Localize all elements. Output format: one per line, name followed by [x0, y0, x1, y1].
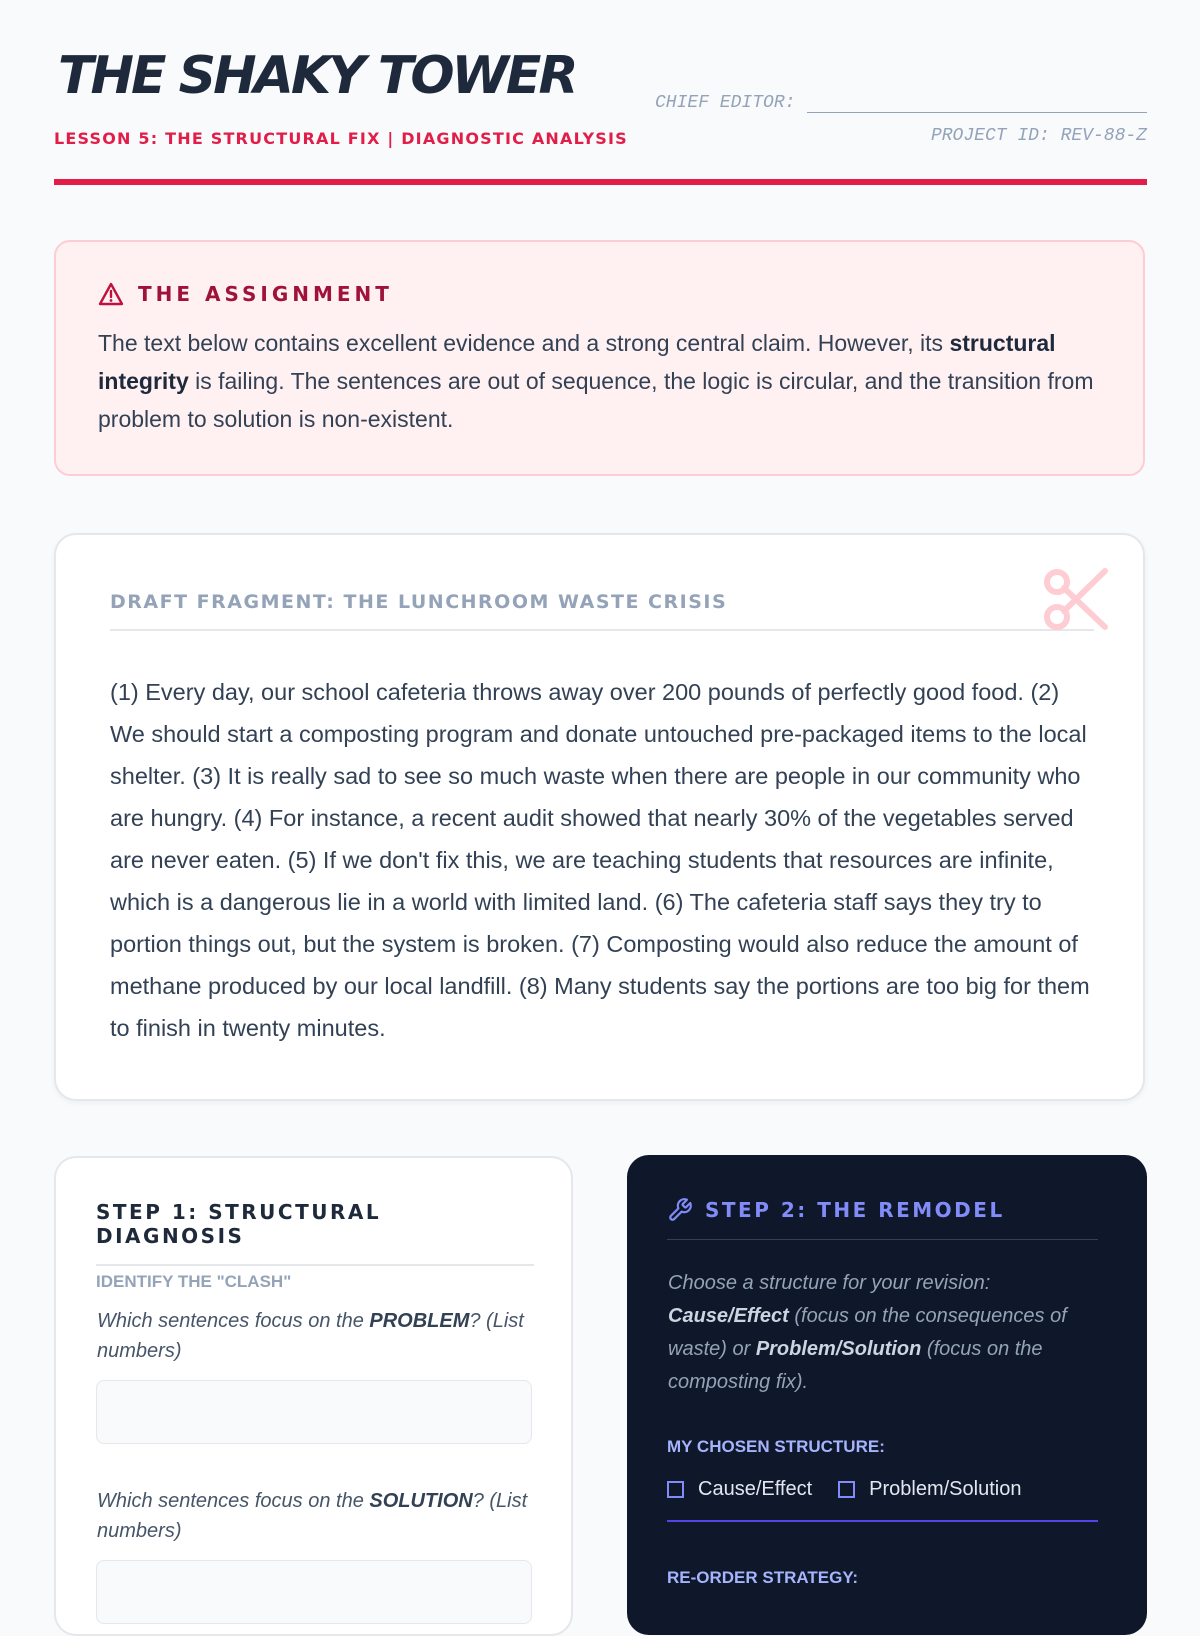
warning-icon [98, 282, 124, 306]
problem-question-suffix: ? (List numbers) [97, 1310, 524, 1362]
step2-desc-part-2: (focus on the consequences of waste) or [668, 1305, 1067, 1360]
step2-desc-part-1: Choose a structure for your revision: [668, 1272, 991, 1294]
step1-card [54, 1156, 573, 1636]
project-id: PROJECT ID: REV-88-Z [930, 126, 1147, 146]
lesson-subtitle: LESSON 5: THE STRUCTURAL FIX | DIAGNOSTIC ANALYSIS [54, 129, 628, 148]
wrench-icon [667, 1197, 693, 1223]
cause-effect-checkbox[interactable] [667, 1481, 684, 1498]
problem-solution-checkbox[interactable] [838, 1481, 855, 1498]
solution-question-suffix: ? (List numbers) [97, 1490, 528, 1542]
draft-text: (1) Every day, our school cafeteria throws away over 200 pounds of perfectly good food. (2) We should start a composting program and donate untouched pre-packaged items to the local shelter. (3) It is really sad to see so much waste when there are people in our community who are hungry. (4) For instance, a recent audit showed that nearly 30% of the vegetables served are never eaten. (5) If we don't fix this, we are teaching students that resources are infinite, which is a dangerous lie in a world with limited land. (6) The cafeteria staff says they try to portion things out, but the system is broken. (7) Composting would also reduce the amount of methane produced by our local landfill. (8) Many students say the portions are too big for them to finish in twenty minutes. [110, 679, 1090, 1041]
header-divider [54, 179, 1147, 185]
cause-effect-label: Cause/Effect [698, 1478, 813, 1500]
assignment-heading-text: THE ASSIGNMENT [138, 282, 393, 306]
structure-options [667, 1478, 1098, 1522]
step2-heading [667, 1197, 1098, 1240]
problem-solution-label: Problem/Solution [869, 1478, 1022, 1500]
solution-question-text: Which sentences focus on the [97, 1490, 370, 1512]
assignment-text-part-1: The text below contains excellent evidence and a strong central claim. However, its [98, 330, 950, 356]
draft-fragment-card [54, 533, 1145, 1101]
chosen-structure-label: MY CHOSEN STRUCTURE: [667, 1437, 885, 1456]
chief-editor-field [655, 92, 1147, 113]
step2-heading-text: STEP 2: THE REMODEL [705, 1198, 1005, 1222]
assignment-text [98, 324, 1108, 438]
solution-question-emphasis: SOLUTION [369, 1490, 473, 1512]
option-cause-effect[interactable] [667, 1478, 812, 1501]
worksheet-page [54, 0, 1147, 1587]
step1-heading: STEP 1: STRUCTURAL DIAGNOSIS [96, 1200, 534, 1266]
page-title: THE SHAKY TOWER [58, 46, 576, 106]
solution-sentences-input[interactable] [96, 1560, 532, 1624]
problem-question-text: Which sentences focus on the [97, 1310, 370, 1332]
problem-sentences-input[interactable] [96, 1380, 532, 1444]
step2-description [668, 1267, 1108, 1399]
step2-desc-part-3: (focus on the composting fix). [668, 1338, 1043, 1393]
reorder-strategy-label: RE-ORDER STRATEGY: [667, 1568, 859, 1587]
problem-question [97, 1306, 537, 1366]
problem-question-emphasis: PROBLEM [369, 1310, 470, 1332]
scissors-icon [1043, 565, 1111, 635]
chief-editor-signature-line[interactable] [807, 92, 1147, 113]
option-problem-solution[interactable] [838, 1478, 1021, 1501]
solution-question [97, 1486, 537, 1546]
assignment-heading [98, 282, 393, 306]
assignment-text-part-2: is failing. The sentences are out of sequence, the logic is circular, and the transition from problem to solution is non-existent. [98, 368, 1094, 432]
draft-heading: DRAFT FRAGMENT: THE LUNCHROOM WASTE CRISIS [110, 591, 1094, 631]
header [54, 0, 1147, 190]
clash-label: IDENTIFY THE "CLASH" [96, 1272, 292, 1291]
step2-desc-emphasis-1: Cause/Effect [668, 1305, 789, 1327]
assignment-text-emphasis: structural integrity [98, 330, 1056, 394]
assignment-box [54, 240, 1145, 476]
step2-desc-emphasis-2: Problem/Solution [755, 1338, 922, 1360]
step2-card [627, 1155, 1147, 1635]
chief-editor-label: CHIEF EDITOR: [655, 93, 796, 113]
